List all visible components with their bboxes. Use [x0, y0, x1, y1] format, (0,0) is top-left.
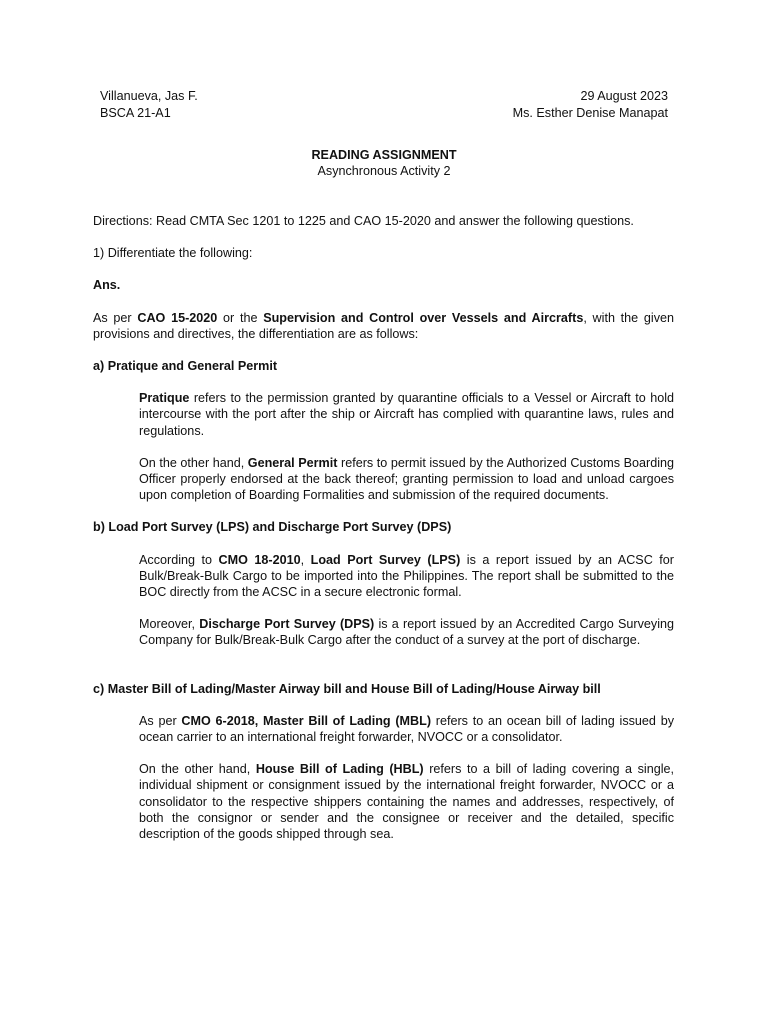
- section-c-paragraph-1: As per CMO 6-2018, Master Bill of Lading (MBL) refers to an ocean bill of lading issued by ocean carrier to an international freight forwarder, NVOCC or a consolidator.: [139, 713, 674, 745]
- instructor-name: Ms. Esther Denise Manapat: [512, 105, 668, 120]
- question-1: 1) Differentiate the following:: [93, 246, 253, 261]
- answer-label: Ans.: [93, 278, 121, 293]
- section-b-heading: b) Load Port Survey (LPS) and Discharge Port Survey (DPS): [93, 520, 452, 535]
- student-section: BSCA 21-A1: [100, 105, 171, 120]
- section-c-heading: c) Master Bill of Lading/Master Airway bill and House Bill of Lading/House Airway bill: [93, 681, 601, 696]
- section-b-paragraph-1: According to CMO 18-2010, Load Port Survey (LPS) is a report issued by an ACSC for Bulk/Break-Bulk Cargo to be imported into the Philippines. The report shall be submitted to the BOC directly from the ACSC in a secure electronic formal.: [139, 552, 674, 600]
- document-header: [100, 88, 668, 121]
- directions-text: Directions: Read CMTA Sec 1201 to 1225 and CAO 15-2020 and answer the following questions.: [93, 214, 634, 228]
- title-block: [0, 147, 768, 179]
- section-b-paragraph-2: Moreover, Discharge Port Survey (DPS) is a report issued by an Accredited Cargo Surveying Company for Bulk/Break-Bulk Cargo after the conduct of a survey at the port of discharge.: [139, 617, 675, 648]
- section-a-heading: a) Pratique and General Permit: [93, 359, 278, 374]
- page-subtitle: Asynchronous Activity 2: [317, 164, 451, 179]
- intro-paragraph: As per CAO 15-2020 or the Supervision and Control over Vessels and Aircrafts, with the given provisions and directives, the differentiation are as follows:: [93, 310, 675, 341]
- document-body: [93, 213, 674, 842]
- section-a-paragraph-1: Pratique refers to the permission granted by quarantine officials to a Vessel or Aircraft to hold intercourse with the port after the ship or Aircraft has complied with quarantine laws, rules and regulations.: [139, 391, 674, 438]
- section-c-paragraph-2: On the other hand, House Bill of Lading (HBL) refers to a bill of lading covering a single, individual shipment or consignment issued by the international freight forwarder, NVOCC or a consolidator to the respective shippers containing the names and addresses, respectively, of both the consignor or sender and the consignee or receiver and the detailed, specific description of the goods shipped through sea.: [139, 762, 675, 842]
- section-a-paragraph-2: On the other hand, General Permit refers to permit issued by the Authorized Customs Boarding Officer properly endorsed at the back thereof; granting permission to load and unload cargoes upon completion of Boarding Formalities and submission of the required documents.: [139, 455, 675, 503]
- student-name: Villanueva, Jas F.: [100, 89, 198, 103]
- submission-date: 29 August 2023: [580, 89, 668, 103]
- page-title: READING ASSIGNMENT: [311, 148, 457, 162]
